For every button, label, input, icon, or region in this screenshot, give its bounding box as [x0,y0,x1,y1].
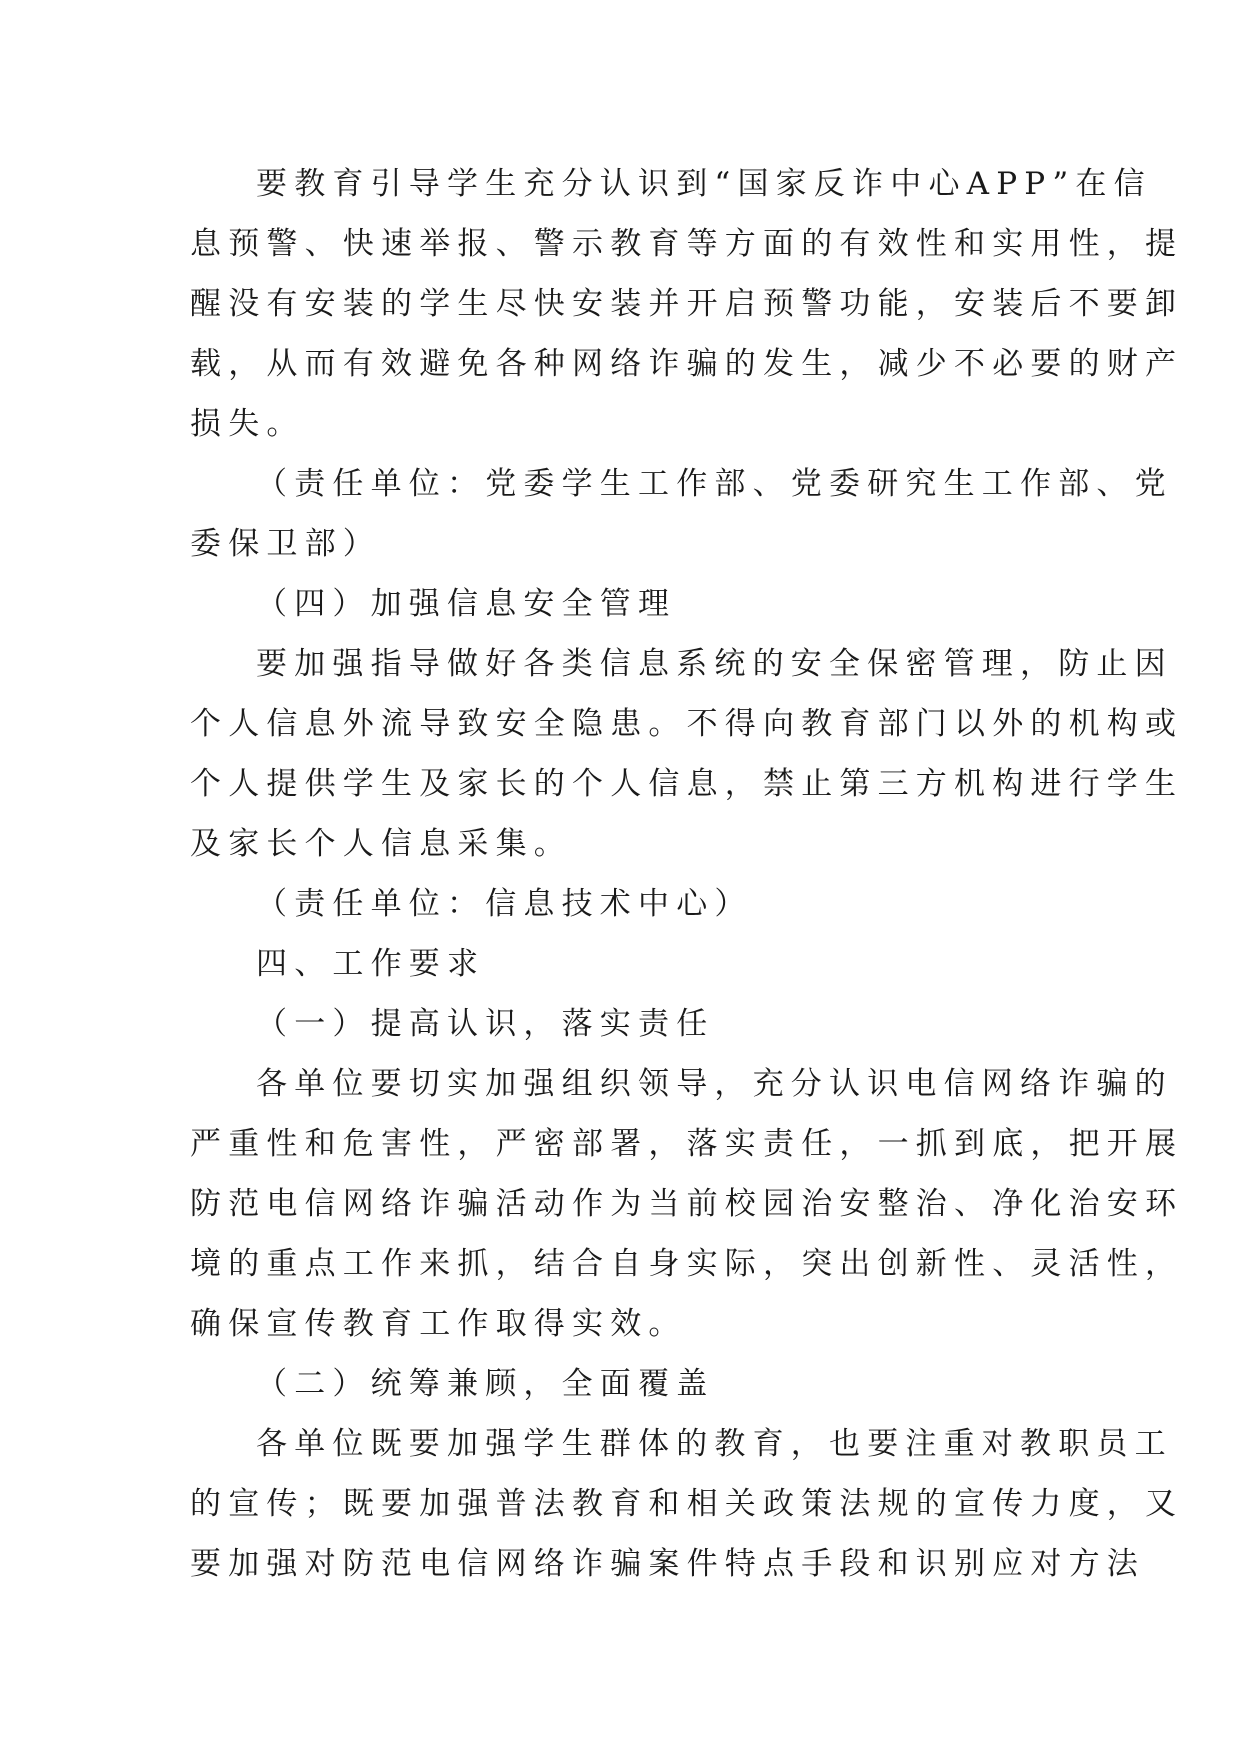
paragraph-line: 各单位要切实加强组织领导，充分认识电信网络诈骗的 [256,1066,1173,1102]
section-heading: （一）提高认识，落实责任 [256,1006,715,1042]
section-heading: （二）统筹兼顾，全面覆盖 [256,1366,715,1402]
paragraph-line: 严重性和危害性，严密部署，落实责任，一抓到底，把开展 [190,1126,1184,1162]
paragraph-line: 要加强指导做好各类信息系统的安全保密管理，防止因 [256,646,1173,682]
paragraph-line: 个人信息外流导致安全隐患。不得向教育部门以外的机构或 [190,706,1184,742]
paragraph-line: 损失。 [190,406,305,442]
paragraph-line: 要加强对防范电信网络诈骗案件特点手段和识别应对方法 [190,1546,1145,1582]
section-heading: 四、工作要求 [256,946,486,982]
paragraph-line: 防范电信网络诈骗活动作为当前校园治安整治、净化治安环 [190,1186,1184,1222]
paragraph-line: 境的重点工作来抓，结合自身实际，突出创新性、灵活性， [190,1246,1184,1282]
paragraph-line: 确保宣传教育工作取得实效。 [190,1306,687,1342]
paragraph-line: 及家长个人信息采集。 [190,826,572,862]
section-heading: （四）加强信息安全管理 [256,586,677,622]
paragraph-line: 的宣传；既要加强普法教育和相关政策法规的宣传力度，又 [190,1486,1184,1522]
paragraph-line: 要教育引导学生充分认识到“国家反诈中心APP”在信 [256,166,1152,202]
paragraph-line: 载，从而有效避免各种网络诈骗的发生，减少不必要的财产 [190,346,1184,382]
paragraph-line: 醒没有安装的学生尽快安装并开启预警功能，安装后不要卸 [190,286,1184,322]
responsibility-line: 委保卫部） [190,526,381,562]
paragraph-line: 各单位既要加强学生群体的教育，也要注重对教职员工 [256,1426,1173,1462]
responsibility-line: （责任单位：党委学生工作部、党委研究生工作部、党 [256,466,1173,502]
responsibility-line: （责任单位：信息技术中心） [256,886,753,922]
paragraph-line: 息预警、快速举报、警示教育等方面的有效性和实用性，提 [190,226,1184,262]
paragraph-line: 个人提供学生及家长的个人信息，禁止第三方机构进行学生 [190,766,1184,802]
